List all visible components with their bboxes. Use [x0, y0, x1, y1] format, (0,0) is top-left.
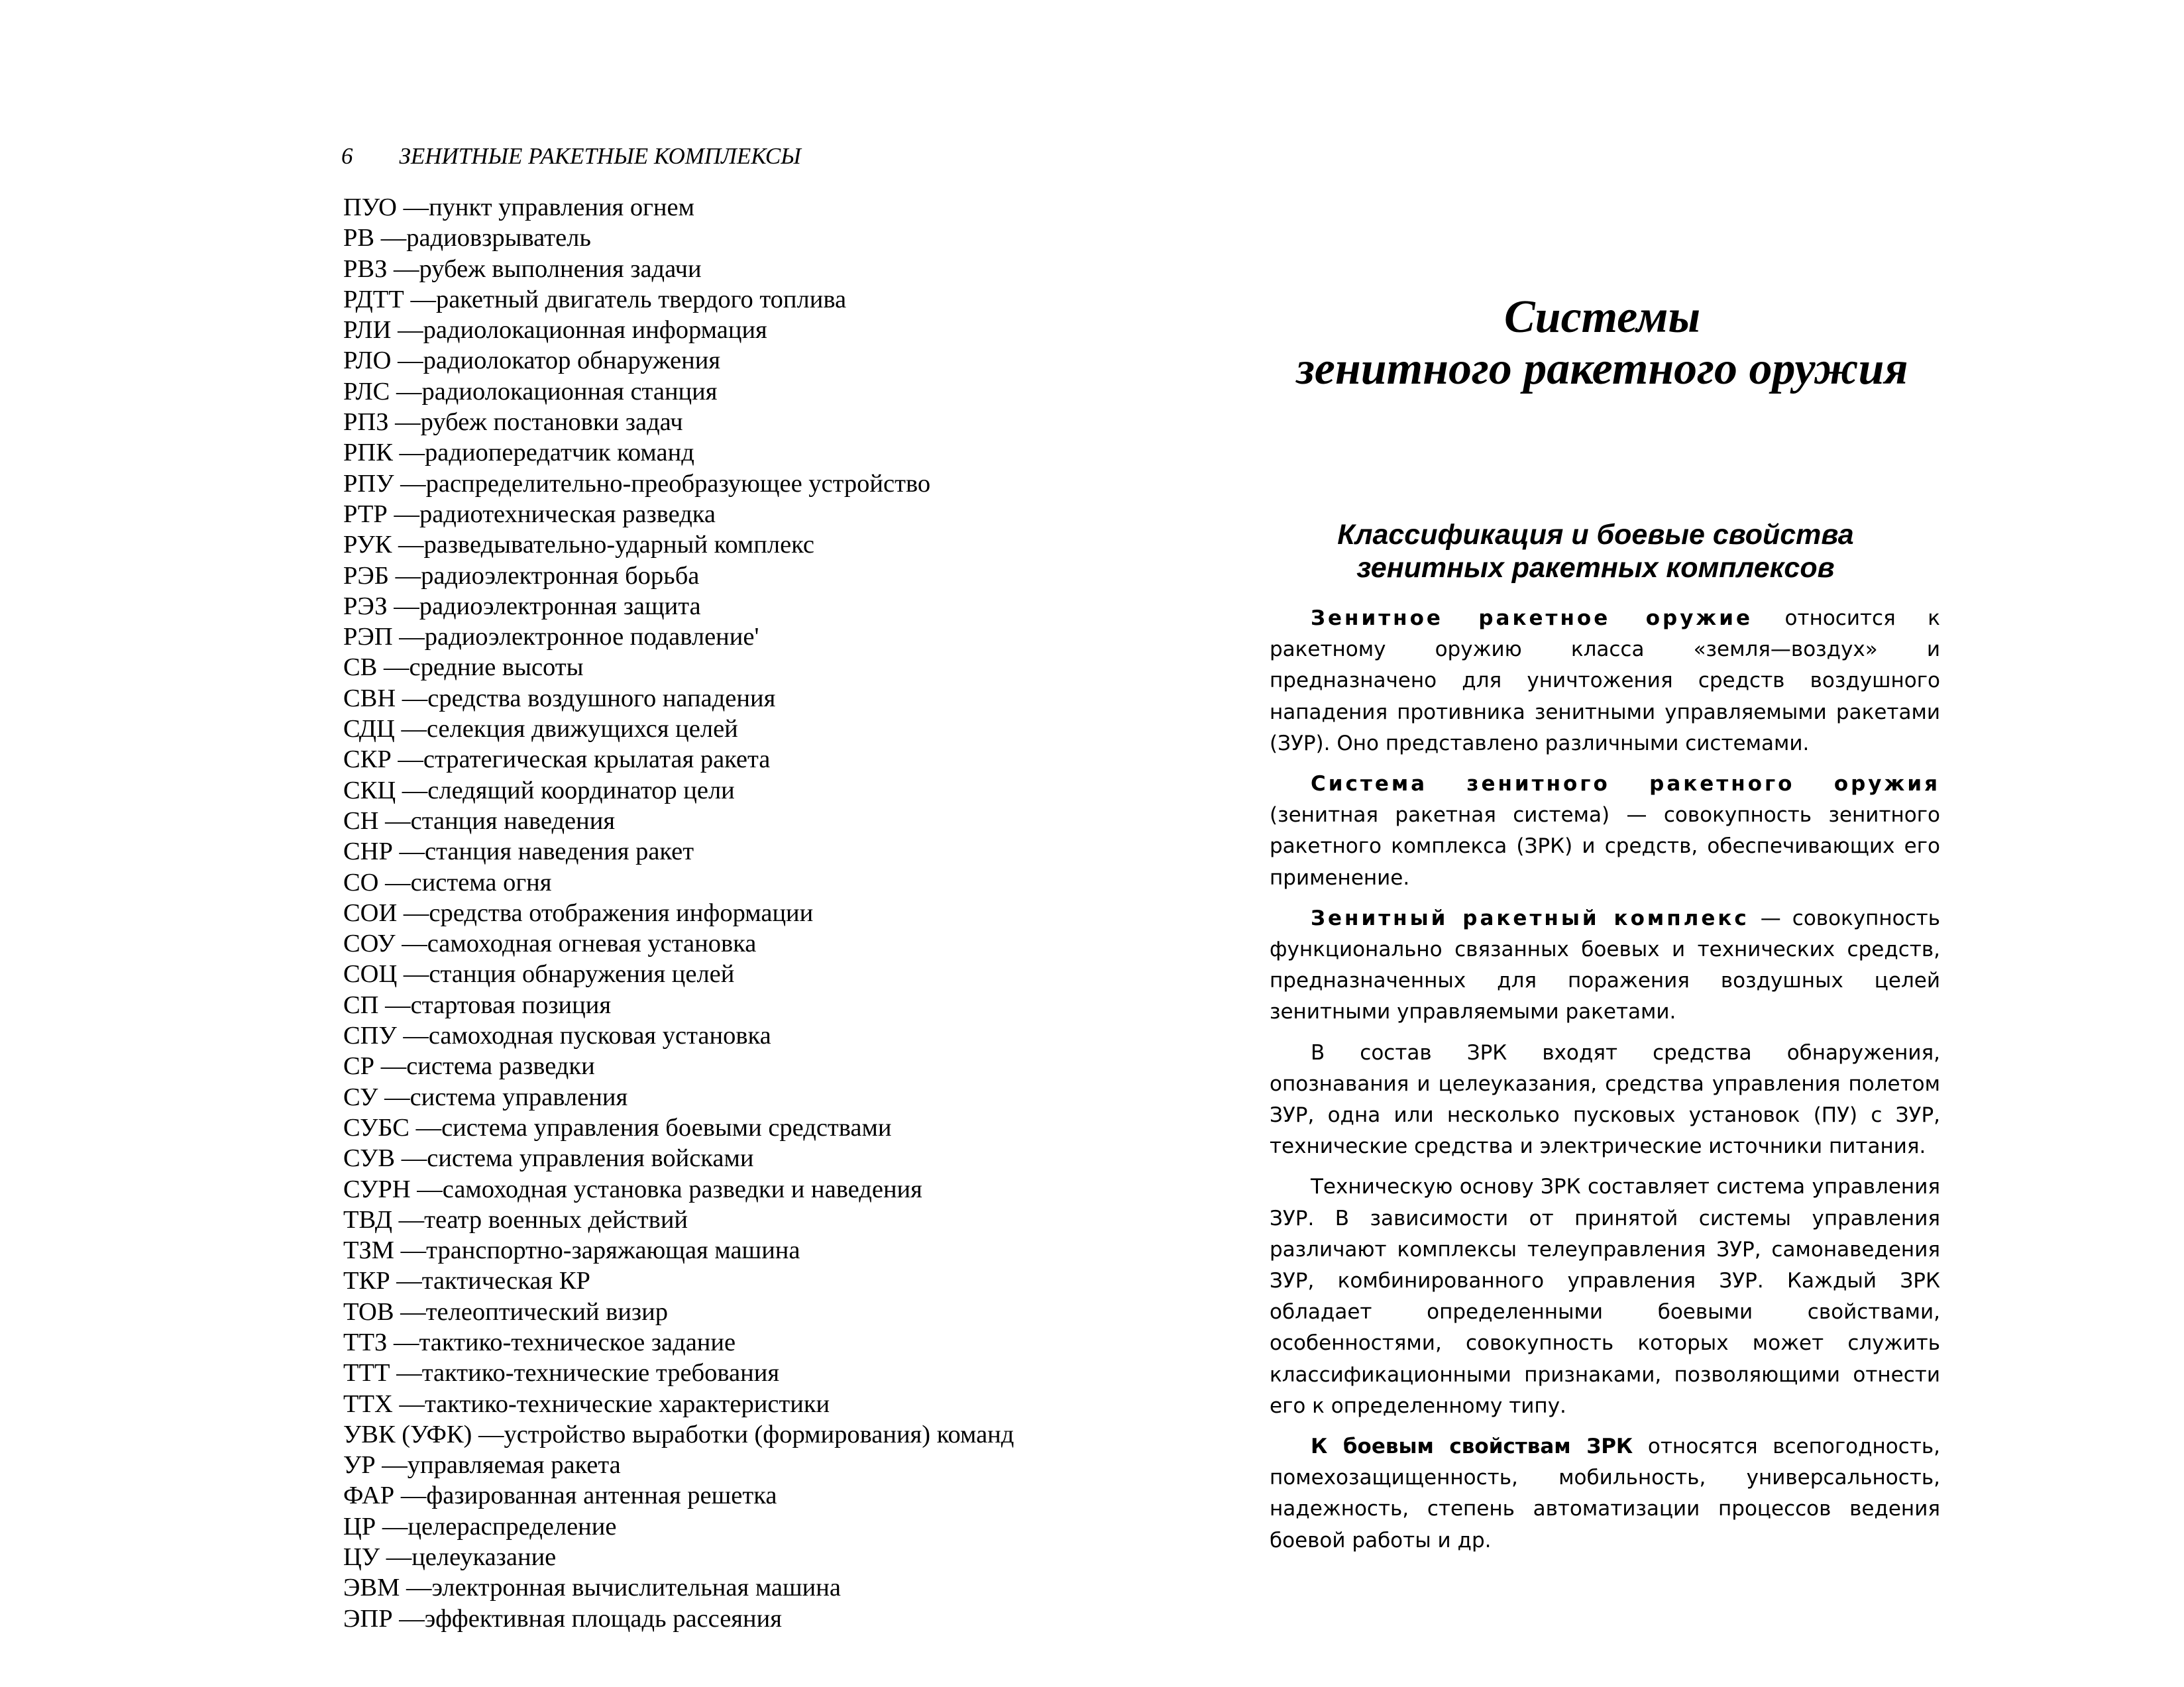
abbreviation-meaning: селекция движущихся целей	[426, 715, 738, 743]
abbreviation: ТОВ	[343, 1297, 394, 1326]
abbreviation: СП	[343, 991, 379, 1019]
abbreviation-meaning: транспортно-заряжающая машина	[426, 1236, 800, 1265]
abbreviation-meaning: ракетный двигатель твердого топлива	[435, 285, 847, 313]
em-dash	[387, 255, 419, 283]
em-dash	[393, 623, 425, 651]
abbreviation-item	[343, 652, 1014, 682]
abbreviation: ТТТ	[343, 1359, 390, 1388]
paragraph-text: — совокупность функционально связанных боевых и технических средств, предназначенных для поражения воздушных целей зенитными управляемыми ракетами.	[1270, 906, 1940, 1024]
abbreviation-item	[343, 1266, 1014, 1296]
em-dash	[376, 1451, 408, 1479]
abbreviation-meaning: средние высоты	[409, 653, 584, 682]
abbreviation-item	[343, 1450, 1014, 1480]
abbreviation-item	[343, 1082, 1014, 1113]
abbreviation: СОУ	[343, 930, 396, 958]
em-dash	[404, 286, 436, 313]
abbreviation-item	[343, 561, 1014, 591]
abbreviation-item	[343, 223, 1014, 253]
em-dash	[390, 1359, 422, 1387]
chapter-title	[1291, 292, 1914, 395]
abbreviation-meaning: тактико-технические требования	[421, 1359, 780, 1388]
paragraph	[1270, 603, 1940, 759]
abbreviation-meaning: целеуказание	[411, 1543, 557, 1572]
abbreviation: ПУО	[343, 193, 397, 221]
section-title	[1311, 518, 1881, 584]
abbreviation-meaning: радиоэлектронное подавление'	[424, 623, 759, 651]
running-head	[341, 143, 801, 170]
defined-term: Зенитный ракетный комплекс	[1311, 906, 1749, 930]
abbreviation-meaning: средства отображения информации	[429, 898, 814, 927]
em-dash	[396, 684, 427, 712]
abbreviation-item	[343, 714, 1014, 744]
em-dash	[396, 777, 427, 804]
abbreviation: ЦУ	[343, 1543, 380, 1572]
abbreviation-item	[343, 1419, 1014, 1450]
em-dash	[389, 562, 421, 590]
abbreviation-item	[343, 1327, 1014, 1358]
abbreviation-item	[343, 407, 1014, 437]
paragraph-text: В состав ЗРК входят средства обнаружения, опознавания и целеуказания, средства управления полетом ЗУР, одна или несколько пусковых установок (ПУ) с ЗУР, технические средства и электрические источники питания.	[1270, 1040, 1940, 1159]
running-head-title: ЗЕНИТНЫЕ РАКЕТНЫЕ КОМПЛЕКСЫ	[399, 143, 801, 169]
em-dash	[374, 1052, 406, 1080]
abbreviation: ТКР	[343, 1267, 390, 1295]
abbreviation-item	[343, 1235, 1014, 1266]
em-dash	[390, 378, 421, 406]
abbreviation: СО	[343, 868, 379, 897]
abbreviation-meaning: фазированная антенная решетка	[426, 1482, 777, 1510]
em-dash	[397, 899, 429, 927]
abbreviation-item	[343, 1205, 1014, 1235]
abbreviation-item	[343, 1542, 1014, 1572]
abbreviation-meaning: распределительно-преобразующее устройство	[425, 469, 931, 498]
abbreviation-item	[343, 376, 1014, 407]
abbreviation-item	[343, 315, 1014, 345]
defined-term: Зенитное ракетное оружие	[1311, 606, 1753, 630]
abbreviation-meaning: система управления войсками	[427, 1144, 754, 1173]
defined-term: Система зенитного ракетного оружия	[1311, 772, 1940, 796]
abbreviation: СР	[343, 1052, 375, 1081]
abbreviation-meaning: радиопередатчик команд	[425, 439, 694, 467]
abbreviation-item	[343, 529, 1014, 560]
abbreviation-item	[343, 1174, 1014, 1205]
abbreviation-item	[343, 622, 1014, 652]
abbreviation-meaning: рубеж постановки задач	[420, 408, 683, 437]
abbreviation-meaning: стратегическая крылатая ракета	[423, 745, 771, 774]
abbreviation-item	[343, 744, 1014, 775]
abbreviation: РУК	[343, 531, 392, 559]
abbreviation-item	[343, 345, 1014, 376]
abbreviation-meaning: самоходная огневая установка	[427, 930, 757, 958]
abbreviation-item	[343, 1389, 1014, 1419]
abbreviation-meaning: стартовая позиция	[410, 991, 612, 1019]
abbreviation-meaning: радиотехническая разведка	[419, 500, 716, 528]
em-dash	[378, 1083, 410, 1111]
abbreviation: РЛО	[343, 347, 392, 375]
abbreviation-meaning: радиоэлектронная борьба	[421, 561, 700, 590]
abbreviation: ТТЗ	[343, 1328, 388, 1356]
abbreviation: ТТХ	[343, 1389, 393, 1418]
abbreviation-item	[343, 284, 1014, 315]
abbreviation-meaning: самоходная установка разведки и наведения	[442, 1175, 922, 1203]
abbreviation-item	[343, 806, 1014, 836]
em-dash	[397, 960, 429, 988]
paragraph-text: относятся всепогодность, помехозащищенность, мобильность, универсальность, надежность, степень автоматизации процессов ведения боевой работы и др.	[1270, 1435, 1940, 1552]
abbreviation-item	[343, 1297, 1014, 1327]
em-dash	[392, 745, 423, 773]
abbreviation: РЛС	[343, 377, 390, 406]
abbreviation-meaning: эффективная площадь рассеяния	[424, 1604, 782, 1633]
abbreviation: СН	[343, 806, 379, 835]
abbreviation-meaning: система управления	[410, 1083, 628, 1111]
em-dash	[397, 1022, 429, 1050]
em-dash	[472, 1421, 504, 1448]
em-dash	[387, 1329, 419, 1356]
em-dash	[377, 653, 409, 681]
abbreviation: УР	[343, 1451, 376, 1480]
em-dash	[390, 1267, 422, 1295]
chapter-title-line: зенитного ракетного оружия	[1296, 343, 1908, 394]
em-dash	[394, 1482, 426, 1509]
abbreviation: СУВ	[343, 1144, 396, 1173]
abbreviation-meaning: радиолокатор обнаружения	[423, 347, 721, 375]
em-dash	[392, 1206, 424, 1234]
em-dash	[388, 500, 419, 528]
abbreviation-item	[343, 437, 1014, 468]
abbreviation: СПУ	[343, 1022, 397, 1050]
abbreviation-meaning: управляемая ракета	[407, 1451, 621, 1480]
abbreviation: РВ	[343, 224, 375, 252]
abbreviation: УВК (УФК)	[343, 1420, 472, 1448]
abbreviation-meaning: радиовзрыватель	[406, 224, 591, 252]
abbreviation: РПЗ	[343, 408, 389, 437]
paragraph	[1270, 903, 1940, 1028]
abbreviation: СОИ	[343, 898, 398, 927]
abbreviation-item	[343, 1113, 1014, 1143]
abbreviation: ЦР	[343, 1512, 376, 1541]
em-dash	[396, 930, 427, 957]
abbreviation: СДЦ	[343, 715, 395, 743]
right-page	[1092, 0, 2184, 1687]
defined-term: К боевым свойствам ЗРК	[1311, 1435, 1633, 1459]
abbreviation: СУРН	[343, 1175, 411, 1203]
abbreviation-meaning: станция наведения	[410, 806, 616, 835]
abbreviation-item	[343, 867, 1014, 898]
abbreviation-meaning: рубеж выполнения задачи	[419, 254, 702, 283]
em-dash	[411, 1175, 443, 1203]
em-dash	[393, 1605, 425, 1633]
em-dash	[388, 592, 419, 620]
abbreviation-item	[343, 1604, 1014, 1634]
abbreviation-meaning: станция обнаружения целей	[429, 960, 735, 989]
abbreviation-meaning: тактическая КР	[421, 1267, 590, 1295]
paragraph	[1270, 1171, 1940, 1422]
em-dash	[378, 991, 410, 1019]
abbreviation: РЭП	[343, 623, 393, 651]
abbreviation-meaning: радиолокационная станция	[421, 377, 718, 406]
abbreviation-item	[343, 192, 1014, 223]
em-dash	[376, 1513, 408, 1541]
em-dash	[394, 470, 425, 498]
abbreviation-meaning: следящий координатор цели	[427, 776, 735, 804]
paragraph-text: Техническую основу ЗРК составляет система управления ЗУР. В зависимости от принятой системы управления различают комплексы телеуправления ЗУР, самонаведения ЗУР, комбинированного управления ЗУР. Каждый ЗРК обладает определенными боевыми свойствами, особенностями, совокупность которых может служить классификационными признаками, позволяющими отнести его к определенному типу.	[1270, 1175, 1940, 1418]
paragraph-text: относится к ракетному оружию класса «земля—воздух» и предназначено для уничтожения средств воздушного нападения противника зенитными управляемыми ракетами (ЗУР). Оно представлено различными системами.	[1270, 606, 1940, 755]
abbreviation-item	[343, 1511, 1014, 1542]
em-dash	[378, 807, 410, 835]
abbreviation: РЭЗ	[343, 592, 388, 620]
abbreviation-meaning: станция наведения ракет	[425, 838, 694, 866]
abbreviation: СВ	[343, 653, 378, 682]
em-dash	[395, 715, 427, 743]
abbreviation-meaning: средства воздушного нападения	[427, 684, 776, 712]
abbreviation-meaning: система разведки	[406, 1052, 595, 1081]
em-dash	[397, 193, 429, 221]
em-dash	[391, 316, 423, 344]
abbreviation-item	[343, 898, 1014, 928]
abbreviation: РПК	[343, 439, 393, 467]
abbreviation: СНР	[343, 838, 393, 866]
em-dash	[378, 869, 410, 897]
abbreviation-item	[343, 1020, 1014, 1051]
abbreviation-item	[343, 1143, 1014, 1173]
abbreviation-item	[343, 254, 1014, 284]
abbreviation: ТВД	[343, 1205, 392, 1234]
abbreviation: СКР	[343, 745, 392, 774]
abbreviation-meaning: пункт управления огнем	[429, 193, 694, 221]
em-dash	[400, 1574, 431, 1602]
em-dash	[380, 1543, 411, 1571]
paragraph	[1270, 769, 1940, 894]
abbreviation-item	[343, 1480, 1014, 1511]
paragraph	[1270, 1431, 1940, 1556]
abbreviation-item	[343, 468, 1014, 499]
abbreviation-meaning: система управления боевыми средствами	[441, 1113, 892, 1142]
section-title-line: Классификация и боевые свойства	[1337, 519, 1854, 551]
section-title-line: зенитных ракетных комплексов	[1356, 552, 1835, 584]
abbreviation: СОЦ	[343, 960, 398, 989]
paragraph	[1270, 1038, 1940, 1163]
abbreviation-meaning: целераспределение	[408, 1512, 617, 1541]
abbreviation-meaning: телеоптический визир	[425, 1297, 668, 1326]
abbreviation-meaning: устройство выработки (формирования) команд	[504, 1420, 1014, 1448]
abbreviation-meaning: радиолокационная информация	[423, 316, 767, 345]
abbreviation-item	[343, 499, 1014, 529]
abbreviation-item	[343, 775, 1014, 806]
em-dash	[394, 1298, 426, 1326]
abbreviation-item	[343, 1358, 1014, 1388]
abbreviation: РПУ	[343, 469, 394, 498]
em-dash	[393, 1390, 425, 1418]
abbreviation: РЛИ	[343, 316, 392, 345]
abbreviation: СВН	[343, 684, 396, 712]
abbreviation: СУ	[343, 1083, 378, 1111]
abbreviation: РДТТ	[343, 285, 404, 313]
em-dash	[389, 408, 421, 436]
abbreviation: РЭБ	[343, 561, 389, 590]
abbreviation-item	[343, 836, 1014, 867]
abbreviation-list	[343, 192, 1014, 1634]
abbreviation-meaning: тактико-техническое задание	[419, 1328, 736, 1356]
abbreviation: РТР	[343, 500, 388, 528]
abbreviation-item	[343, 928, 1014, 959]
abbreviation-meaning: разведывательно-ударный комплекс	[423, 531, 814, 559]
abbreviation: СКЦ	[343, 776, 396, 804]
abbreviation-item	[343, 683, 1014, 714]
abbreviation-item	[343, 1051, 1014, 1081]
abbreviation-meaning: система огня	[410, 868, 552, 897]
abbreviation: ТЗМ	[343, 1236, 395, 1265]
em-dash	[393, 838, 425, 865]
abbreviation-meaning: радиоэлектронная защита	[419, 592, 701, 620]
abbreviation-meaning: тактико-технические характеристики	[424, 1389, 830, 1418]
em-dash	[395, 1144, 427, 1172]
paragraph-text: (зенитная ракетная система) — совокупность зенитного ракетного комплекса (ЗРК) и средств, обеспечивающих его применение.	[1270, 803, 1940, 890]
abbreviation: СУБС	[343, 1113, 410, 1142]
em-dash	[393, 439, 425, 466]
em-dash	[391, 347, 423, 374]
chapter-title-line: Системы	[1503, 292, 1701, 343]
abbreviation: ЭВМ	[343, 1574, 400, 1602]
abbreviation-meaning: самоходная пусковая установка	[428, 1022, 771, 1050]
abbreviation: РВЗ	[343, 254, 388, 283]
abbreviation-meaning: электронная вычислительная машина	[431, 1574, 841, 1602]
page-number: 6	[341, 143, 353, 169]
em-dash	[392, 531, 423, 559]
abbreviation-item	[343, 990, 1014, 1020]
em-dash	[394, 1236, 426, 1264]
abbreviation-item	[343, 959, 1014, 989]
em-dash	[410, 1114, 441, 1142]
body-text	[1270, 603, 1940, 1566]
abbreviation-item	[343, 591, 1014, 622]
abbreviation: ФАР	[343, 1482, 395, 1510]
abbreviation-item	[343, 1572, 1014, 1603]
abbreviation: ЭПР	[343, 1604, 393, 1633]
abbreviation-meaning: театр военных действий	[424, 1205, 688, 1234]
em-dash	[374, 224, 406, 252]
